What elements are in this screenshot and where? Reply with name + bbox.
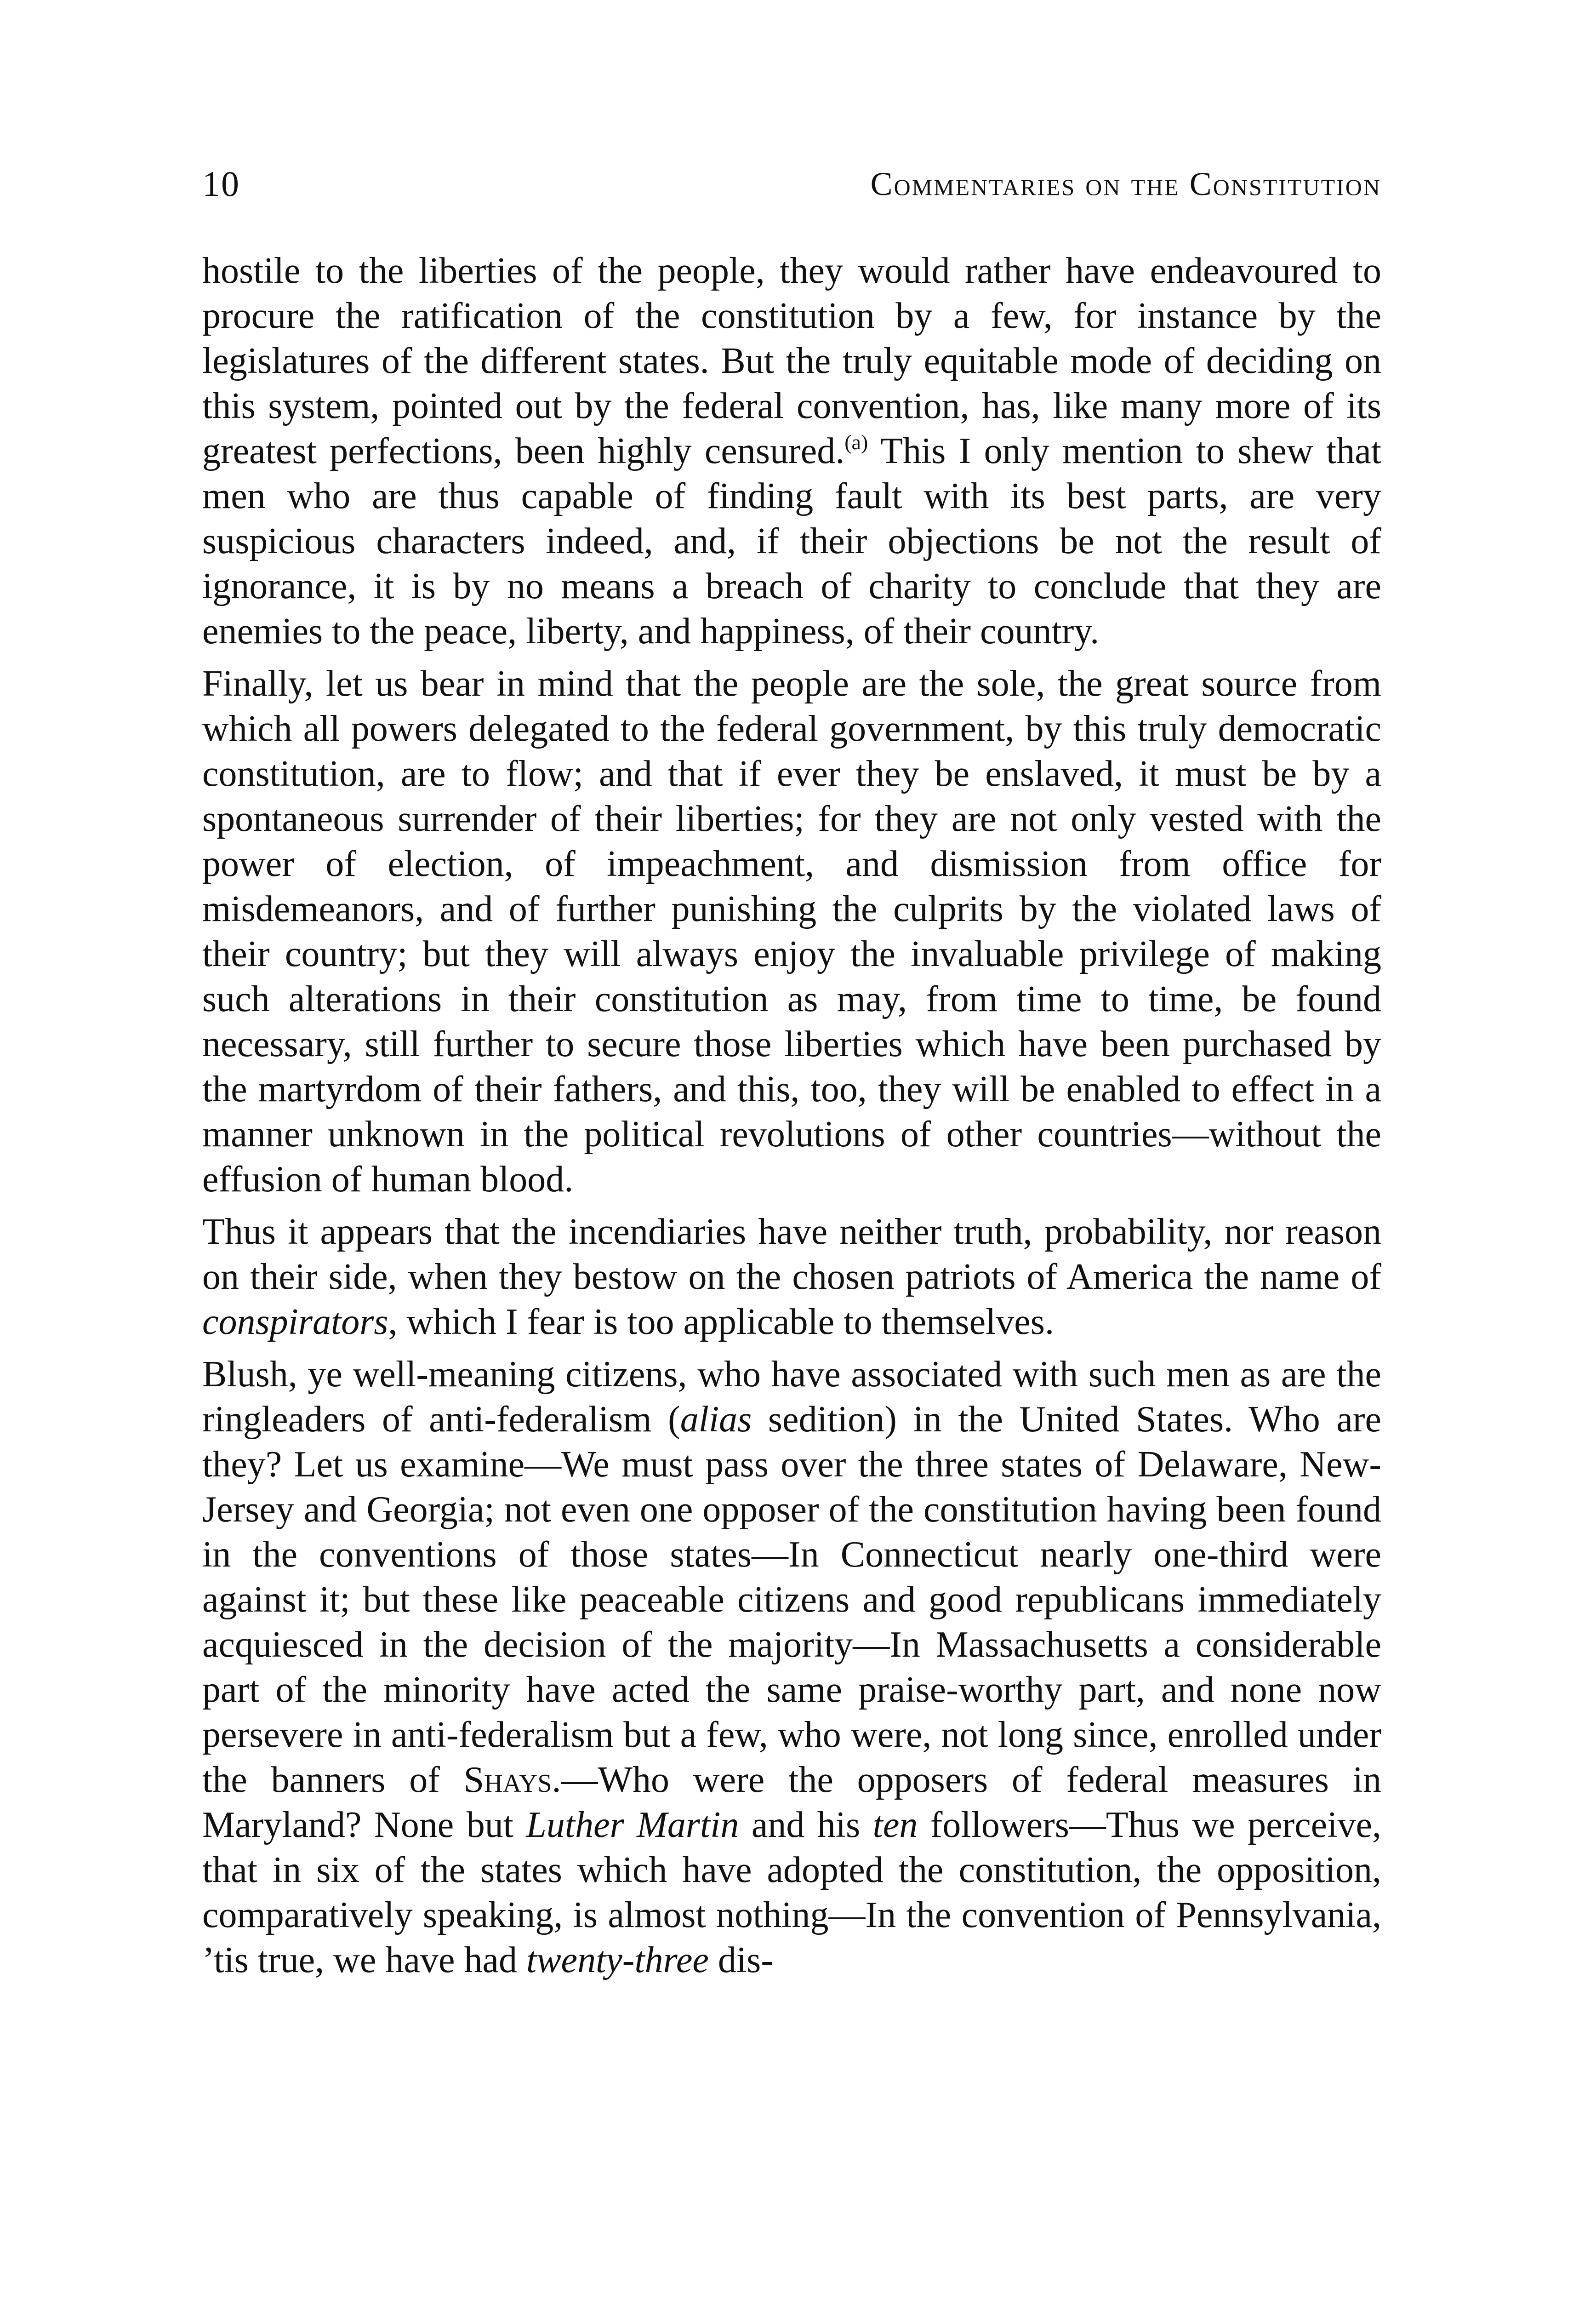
small-caps-name: Shays bbox=[463, 1760, 552, 1800]
text-segment: .—Who were the opposers of federal measures in Maryland? None but bbox=[202, 1760, 1381, 1845]
running-title: Commentaries on the Constitution bbox=[870, 166, 1381, 202]
text-segment: dis- bbox=[708, 1940, 773, 1980]
text-segment: sedition) in the United States. Who are they? Let us examine—We must pass over the three states of Delaware, New-Jersey and Georgia; not even one opposer of the constitution having been found in the conventions of those states—In Connecticut nearly one-third were against it; but these like peaceable citizens and good republicans immediately acquiesced in the decision of the majority—In Massachusetts a considerable part of the minority have acted the same praise-worthy part, and none now persevere in anti-federalism but a few, who were, not long since, enrolled under the banners of bbox=[202, 1399, 1382, 1800]
page-number: 10 bbox=[202, 164, 240, 204]
italic-term: alias bbox=[680, 1399, 752, 1440]
body-text bbox=[202, 248, 1381, 1983]
paragraph bbox=[202, 661, 1381, 1202]
text-segment: Blush, ye well-meaning citizens, who have associated with such men as are the ringleaders of anti-federalism ( bbox=[202, 1354, 1381, 1440]
text-segment: hostile to the liberties of the people, they would rather have endeavoured to procure the ratification of the constitution by a few, for instance by the legislatures of the different states. But the truly equitable mode of deciding on this system, pointed out by the federal convention, has, like many more of its greatest perfections, been highly censured. bbox=[202, 251, 1381, 471]
italic-term: conspirators bbox=[202, 1302, 388, 1342]
italic-term: twenty-three bbox=[526, 1940, 709, 1980]
paragraph bbox=[202, 1209, 1381, 1344]
footnote-reference: (a) bbox=[844, 430, 868, 454]
italic-term: ten bbox=[872, 1805, 918, 1845]
text-segment: and his bbox=[739, 1805, 873, 1845]
text-segment: , which I fear is too applicable to themselves. bbox=[388, 1302, 1054, 1342]
italic-name: Luther Martin bbox=[526, 1805, 739, 1845]
paragraph bbox=[202, 1352, 1381, 1983]
paragraph bbox=[202, 248, 1381, 654]
text-segment: This I only mention to shew that men who are thus capable of finding fault with its best parts, are very suspicious characters indeed, and, if their objections be not the result of ignorance, it is by no means a breach of charity to conclude that they are enemies to the peace, liberty, and happiness, of their country. bbox=[202, 431, 1382, 652]
running-head bbox=[202, 161, 1381, 216]
text-segment: Thus it appears that the incendiaries have neither truth, probability, nor reason on their side, when they bestow on the chosen patriots of America the name of bbox=[202, 1212, 1381, 1297]
text-segment: Finally, let us bear in mind that the people are the sole, the great source from which all powers delegated to the federal government, by this truly democratic constitution, are to flow; and that if ever they be enslaved, it must be by a spontaneous surrender of their liberties; for they are not only vested with the power of election, of impeachment, and dismission from office for misdemeanors, and of further punishing the culprits by the violated laws of their country; but they will always enjoy the invaluable privilege of making such alterations in their constitution as may, from time to time, be found necessary, still further to secure those liberties which have been purchased by the martyrdom of their fathers, and this, too, they will be enabled to effect in a manner unknown in the political revolutions of other countries—without the effusion of human blood. bbox=[202, 663, 1381, 1200]
text-segment: followers—Thus we perceive, that in six of the states which have adopted the constitution, the opposition, comparatively speaking, is almost nothing—In the convention of Pennsylvania, ’tis true, we have had bbox=[202, 1805, 1382, 1980]
